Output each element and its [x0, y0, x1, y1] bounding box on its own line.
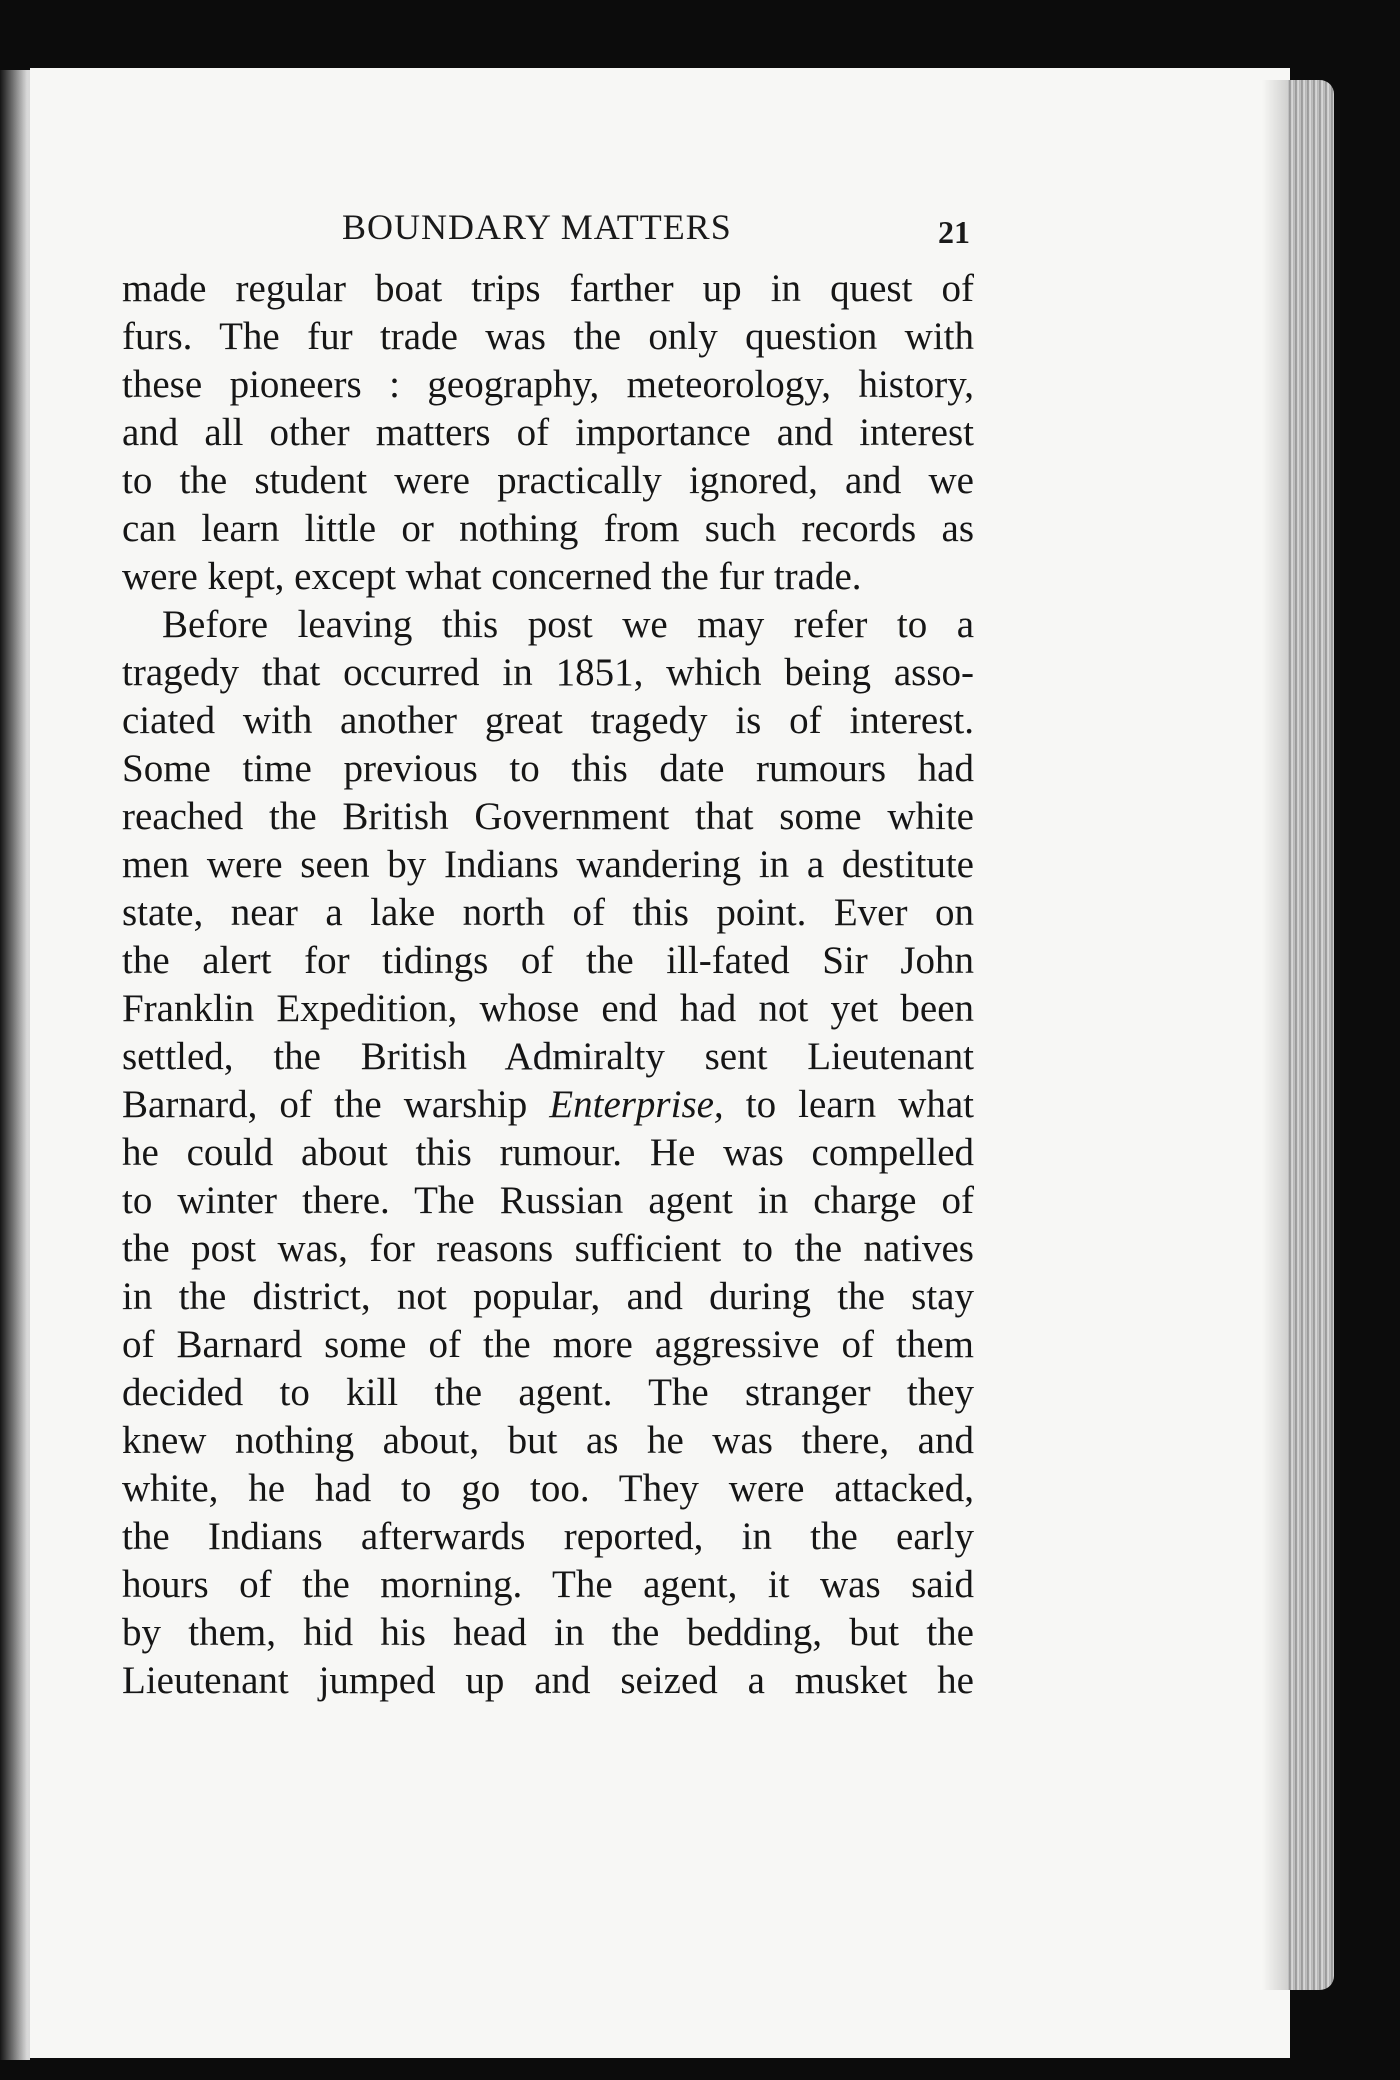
text-line: in the district, not popular, and during the stay [122, 1275, 974, 1318]
body-text [122, 265, 974, 1705]
text-line: Lieutenant jumped up and seized a musket he [122, 1659, 974, 1702]
text-line: Franklin Expedition, whose end had not yet been [122, 987, 974, 1030]
text-line: white, he had to go too. They were attacked, [122, 1467, 974, 1510]
text-line: knew nothing about, but as he was there, and [122, 1419, 974, 1462]
text-line: settled, the British Admiralty sent Lieutenant [122, 1035, 974, 1078]
text-line: state, near a lake north of this point. Ever on [122, 891, 974, 934]
text-line: reached the British Government that some white [122, 795, 974, 838]
text-line: to the student were practically ignored, and we [122, 459, 974, 502]
text-line: tragedy that occurred in 1851, which being asso- [122, 651, 974, 694]
ship-name-italic: Enterprise, [549, 1083, 724, 1126]
text-segment: Barnard, of the warship [122, 1083, 528, 1126]
running-head-title: BOUNDARY MATTERS [342, 207, 732, 247]
text-line: these pioneers : geography, meteorology, history, [122, 363, 974, 406]
text-line-with-italic [122, 1081, 974, 1129]
text-line: the Indians afterwards reported, in the early [122, 1515, 974, 1558]
text-line: the post was, for reasons sufficient to the natives [122, 1227, 974, 1270]
text-line: and all other matters of importance and interest [122, 411, 974, 454]
text-line: can learn little or nothing from such records as [122, 507, 974, 550]
text-line: he could about this rumour. He was compelled [122, 1131, 974, 1174]
text-line: ciated with another great tragedy is of interest. [122, 699, 974, 742]
text-line: made regular boat trips farther up in quest of [122, 267, 974, 310]
text-line: furs. The fur trade was the only question with [122, 315, 974, 358]
text-line: men were seen by Indians wandering in a destitute [122, 843, 974, 886]
text-line: were kept, except what concerned the fur trade. [122, 555, 862, 598]
text-line: Some time previous to this date rumours had [122, 747, 974, 790]
text-line: by them, hid his head in the bedding, but the [122, 1611, 974, 1654]
text-line: hours of the morning. The agent, it was said [122, 1563, 974, 1606]
paragraph-first-line: Before leaving this post we may refer to a [162, 603, 974, 646]
running-head [0, 200, 1400, 260]
page-number: 21 [938, 214, 970, 250]
text-line: the alert for tidings of the ill-fated Sir John [122, 939, 974, 982]
book-fore-edge [1288, 80, 1334, 1990]
text-line: decided to kill the agent. The stranger they [122, 1371, 974, 1414]
text-line: of Barnard some of the more aggressive of them [122, 1323, 974, 1366]
facing-page-edge [0, 70, 30, 2060]
text-line: to winter there. The Russian agent in charge of [122, 1179, 974, 1222]
text-segment: to learn what [745, 1083, 975, 1126]
